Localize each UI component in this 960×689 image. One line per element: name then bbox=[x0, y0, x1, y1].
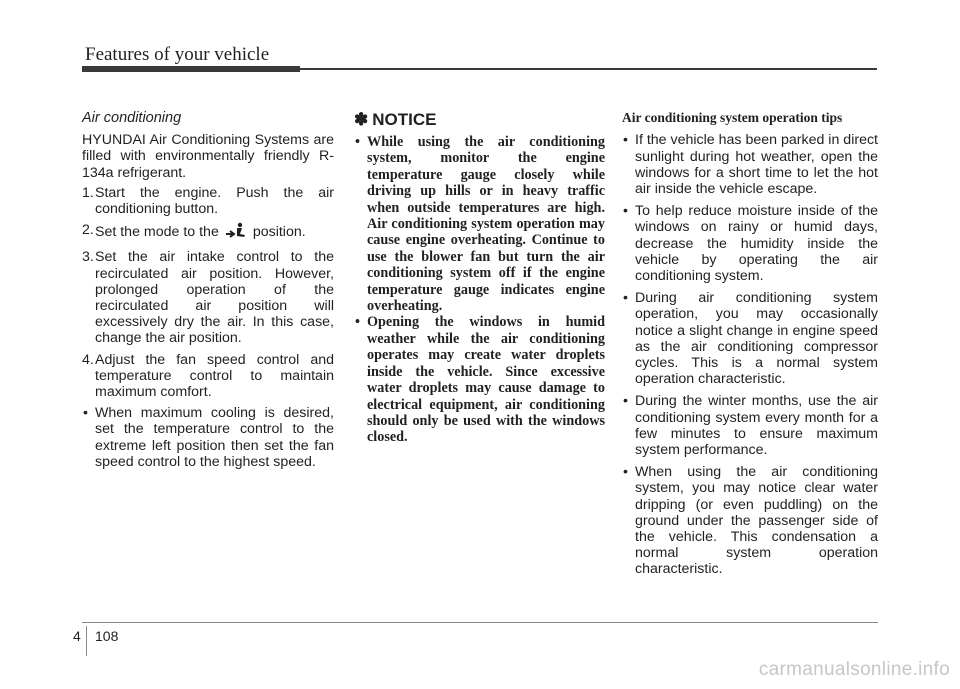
tips-column bbox=[622, 110, 878, 584]
page-number: 108 bbox=[95, 628, 119, 644]
list-item: 1. Start the engine. Push the air conditioning button. bbox=[82, 184, 334, 218]
tips-bullets bbox=[622, 132, 878, 577]
steps-list bbox=[82, 185, 334, 400]
list-item: • Opening the windows in humid weather while the air conditioning operates may create water droplets inside the vehicle. Since excessive water droplets may cause damage to electrical equipment, air conditioning should only be used with the windows closed. bbox=[354, 314, 605, 445]
notice-bullets bbox=[354, 134, 605, 446]
list-item: • When using the air conditioning system, you may notice clear water dripping (or even puddling) on the ground under the passenger side of the vehicle. This condensation a normal system operation characteristic. bbox=[622, 464, 878, 577]
list-item: 2. Set the mode to the position. bbox=[82, 222, 334, 244]
notice-heading bbox=[354, 110, 605, 130]
list-item: • During air conditioning system operation, you may occasionally notice a slight change in engine speed as the air conditioning compressor cycles. This is a normal system operation characteristic. bbox=[622, 290, 878, 387]
watermark: carmanualsonline.info bbox=[758, 659, 950, 680]
section-title: Air conditioning bbox=[82, 110, 182, 126]
cooling-bullets bbox=[82, 405, 334, 470]
list-item: • During the winter months, use the air conditioning system every month for a few minutes to ensure maximum system performance. bbox=[622, 393, 878, 458]
column-air-conditioning bbox=[82, 110, 334, 475]
list-item: 3. Set the air intake control to the recirculated air position. However, prolonged operation of the recirculated air position will excessively dry the air. In this case, change the air position. bbox=[82, 249, 334, 347]
floor-mode-icon bbox=[223, 222, 249, 244]
notice-title: NOTICE bbox=[372, 110, 437, 129]
tips-title: Air conditioning system operation tips bbox=[622, 110, 843, 125]
intro-paragraph: HYUNDAI Air Conditioning Systems are filled with environmentally friendly R-134a refrigerant. bbox=[82, 132, 334, 181]
list-item: • To help reduce moisture inside of the windows on rainy or humid days, decrease the humidity inside the vehicle by operating the air conditioning system. bbox=[622, 203, 878, 284]
header-rule bbox=[300, 68, 877, 70]
notice-box bbox=[354, 110, 605, 446]
list-item: • While using the air conditioning system, monitor the engine temperature gauge closely while driving up hills or in heavy traffic when outside temperatures are high. Air conditioning system operation may cause engine overheating. Continue to use the blower fan but turn the air conditioning system off if the engine temperature gauge indicates engine overheating. bbox=[354, 134, 605, 314]
footer-divider bbox=[86, 626, 87, 656]
list-item: • When maximum cooling is desired, set the temperature control to the extreme left position then set the fan speed control to the highest speed. bbox=[82, 405, 334, 470]
asterisk-icon: ✽ bbox=[354, 110, 369, 129]
page-header-title: Features of your vehicle bbox=[85, 44, 270, 65]
header-bar bbox=[82, 66, 300, 72]
chapter-number: 4 bbox=[73, 628, 81, 644]
list-item: • If the vehicle has been parked in direct sunlight during hot weather, open the windows for a short time to let the hot air inside the vehicle escape. bbox=[622, 132, 878, 197]
list-item: 4. Adjust the fan speed control and temperature control to maintain maximum comfort. bbox=[82, 351, 334, 401]
footer-rule bbox=[82, 622, 878, 623]
